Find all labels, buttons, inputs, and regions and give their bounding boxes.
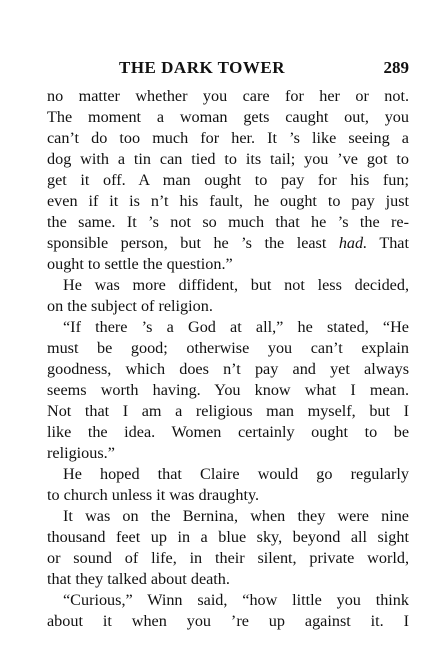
text-line: must be good; otherwise you can’t explain (47, 339, 409, 357)
page-number: 289 (383, 58, 409, 77)
text-line: that they talked about death. (47, 570, 230, 588)
text-line: like the idea. Women certainly ought to be (47, 423, 409, 441)
text-segment: sponsible person, but he ’s the least (47, 234, 339, 252)
text-line: about it when you ’re up against it. I (47, 612, 409, 630)
text-line: “Curious,” Winn said, “how little you think (63, 591, 409, 609)
text-line: even if it is n’t his fault, he ought to pay just (47, 192, 409, 210)
text-line: to church unless it was draughty. (47, 486, 260, 504)
running-head-title: THE DARK TOWER (119, 58, 286, 77)
text-line: dog with a tin can tied to its tail; you ’ve got to (47, 150, 409, 168)
text-line: “If there ’s a God at all,” he stated, “He (63, 318, 409, 336)
text-line: on the subject of religion. (47, 297, 213, 315)
body-text (47, 86, 409, 632)
text-line: goodness, which does n’t pay and yet always (47, 360, 409, 378)
text-line: The moment a woman gets caught out, you (47, 108, 409, 126)
text-line: seems worth having. You know what I mean. (47, 381, 409, 399)
text-segment: That (367, 234, 409, 252)
text-line: get it off. A man ought to pay for his fun; (47, 171, 409, 189)
text-line (47, 233, 409, 254)
text-line: or sound of life, in their silent, private world, (47, 549, 409, 567)
text-line: can’t do too much for her. It ’s like seeing a (47, 129, 409, 147)
text-line: the same. It ’s not so much that he ’s the re- (47, 213, 409, 231)
emphasized-word: had. (338, 234, 368, 252)
text-line: Not that I am a religious man myself, but I (47, 402, 409, 420)
text-line: religious.” (47, 444, 115, 462)
text-line: thousand feet up in a blue sky, beyond all sight (47, 528, 409, 546)
text-line: He hoped that Claire would go regularly (63, 465, 409, 483)
text-line: no matter whether you care for her or not. (47, 87, 409, 105)
running-head (47, 58, 409, 80)
text-line: ought to settle the question.” (47, 255, 233, 273)
text-line: He was more diffident, but not less decided, (63, 276, 409, 294)
text-line: It was on the Bernina, when they were nine (63, 507, 409, 525)
